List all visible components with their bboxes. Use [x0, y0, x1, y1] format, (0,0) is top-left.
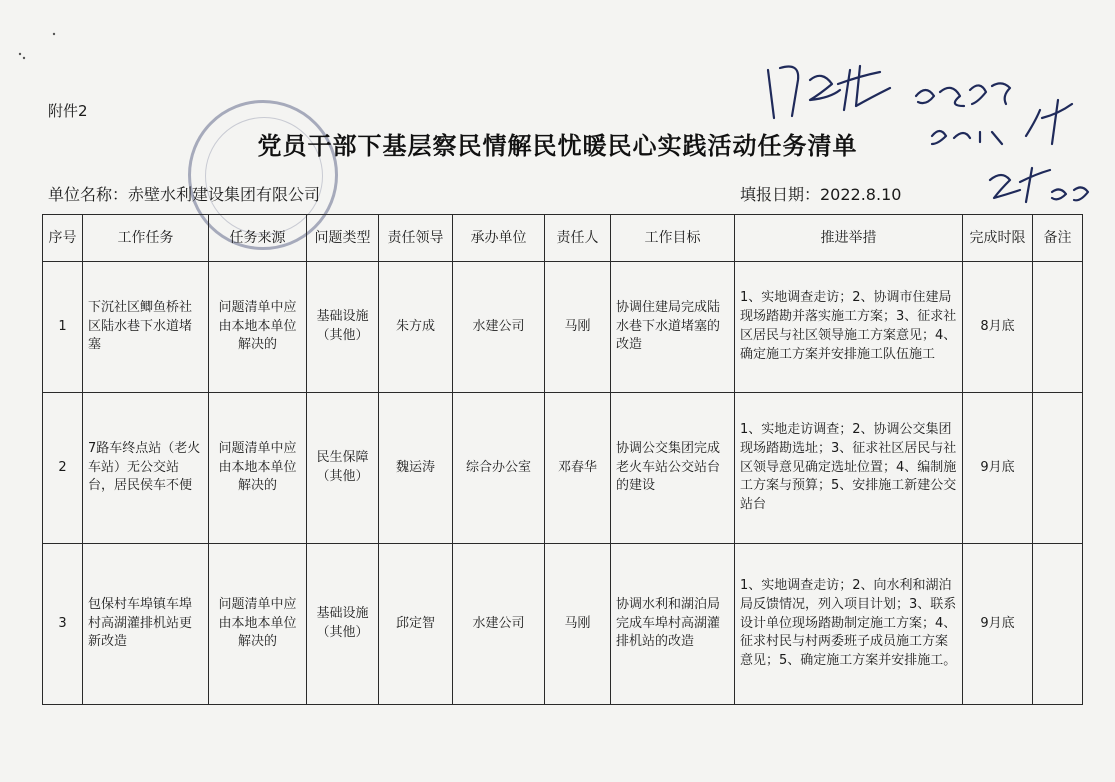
cell-person: 马刚 — [545, 262, 611, 393]
table-row — [43, 262, 1083, 393]
header-source: 任务来源 — [209, 215, 307, 262]
unit-name: 单位名称：赤壁水利建设集团有限公司 — [48, 185, 321, 204]
cell-leader: 邱定智 — [379, 544, 453, 705]
header-deadline: 完成时限 — [963, 215, 1033, 262]
cell-source: 问题清单中应由本地本单位解决的 — [209, 393, 307, 544]
cell-measures: 1、实地调查走访；2、向水利和湖泊局反馈情况，列入项目计划；3、联系设计单位现场踏勘制定施工方案；4、征求村民与村两委班子成员施工方案意见；5、确定施工方案并安排施工。 — [735, 544, 963, 705]
cell-deadline: 9月底 — [963, 544, 1033, 705]
cell-type: 基础设施（其他） — [307, 262, 379, 393]
cell-no: 3 — [43, 544, 83, 705]
cell-source: 问题清单中应由本地本单位解决的 — [209, 262, 307, 393]
cell-remark — [1033, 262, 1083, 393]
scan-speckle — [14, 30, 74, 70]
cell-no: 1 — [43, 262, 83, 393]
cell-deadline: 8月底 — [963, 262, 1033, 393]
cell-goal: 协调水利和湖泊局完成车埠村高湖灌排机站的改造 — [611, 544, 735, 705]
header-type: 问题类型 — [307, 215, 379, 262]
cell-unit: 水建公司 — [453, 262, 545, 393]
cell-source: 问题清单中应由本地本单位解决的 — [209, 544, 307, 705]
cell-unit: 水建公司 — [453, 544, 545, 705]
header-measures: 推进举措 — [735, 215, 963, 262]
cell-measures: 1、实地走访调查；2、协调公交集团现场踏勘选址；3、征求社区居民与社区领导意见确定选址位置；4、编制施工方案与预算；5、安排施工新建公交站台 — [735, 393, 963, 544]
attachment-label: 附件2 — [48, 102, 88, 120]
document-title: 党员干部下基层察民情解民忧暖民心实践活动任务清单 — [257, 131, 858, 160]
table-row — [43, 393, 1083, 544]
cell-goal: 协调公交集团完成老火车站公交站台的建设 — [611, 393, 735, 544]
header-goal: 工作目标 — [611, 215, 735, 262]
header-leader: 责任领导 — [379, 215, 453, 262]
cell-person: 邓春华 — [545, 393, 611, 544]
cell-task: 包保村车埠镇车埠村高湖灌排机站更新改造 — [83, 544, 209, 705]
header-person: 责任人 — [545, 215, 611, 262]
cell-type: 民生保障（其他） — [307, 393, 379, 544]
cell-leader: 魏运涛 — [379, 393, 453, 544]
cell-unit: 综合办公室 — [453, 393, 545, 544]
cell-measures: 1、实地调查走访；2、协调市住建局现场踏勘并落实施工方案；3、征求社区居民与社区领导施工方案意见；4、确定施工方案并安排施工队伍施工 — [735, 262, 963, 393]
cell-leader: 朱方成 — [379, 262, 453, 393]
header-unit: 承办单位 — [453, 215, 545, 262]
task-table — [42, 214, 1083, 705]
cell-type: 基础设施（其他） — [307, 544, 379, 705]
cell-person: 马刚 — [545, 544, 611, 705]
cell-remark — [1033, 393, 1083, 544]
cell-task: 7路车终点站（老火车站）无公交站台，居民侯车不便 — [83, 393, 209, 544]
cell-task: 下沉社区鲫鱼桥社区陆水巷下水道堵塞 — [83, 262, 209, 393]
cell-deadline: 9月底 — [963, 393, 1033, 544]
cell-remark — [1033, 544, 1083, 705]
cell-goal: 协调住建局完成陆水巷下水道堵塞的改造 — [611, 262, 735, 393]
header-remark: 备注 — [1033, 215, 1083, 262]
cell-no: 2 — [43, 393, 83, 544]
table-header-row — [43, 215, 1083, 262]
table-row — [43, 544, 1083, 705]
fill-date: 填报日期：2022.8.10 — [740, 185, 902, 204]
header-no: 序号 — [43, 215, 83, 262]
header-task: 工作任务 — [83, 215, 209, 262]
